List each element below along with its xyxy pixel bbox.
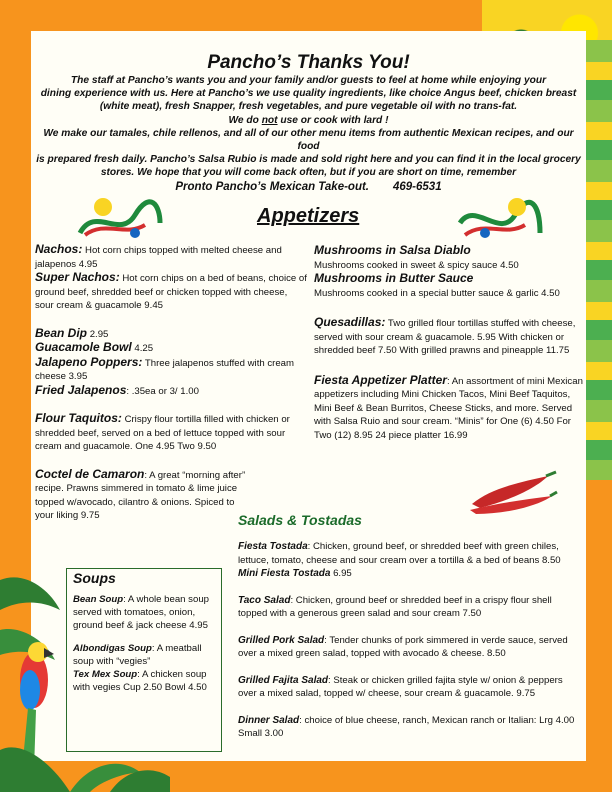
item-desc: 6.95 [330,568,352,579]
menu-item [73,668,215,694]
item-name: Mushrooms in Salsa Diablo [314,243,471,257]
item-name: Mushrooms in Butter Sauce [314,271,474,285]
takeout-line [31,181,586,194]
menu-item [73,642,215,668]
item-desc: : An assortment of mini Mexican appetizers including Mini Chicken Tacos, Mini Beef Taquitos, Mini Beef & Bean Burritos, Cheese Sticks, and more. Served with Salsa Ruio and sour cream. “Minis” for One (6) 4.50 For Two (12) 8.95 24 piece platter 16.99 [314,375,583,441]
item-name: Guacamole Bowl [35,340,132,354]
menu-item [35,243,307,271]
intro-line: is prepared fresh daily. Pancho’s Salsa Rubio is made and sold right here and you can find it in the local grocery [36,154,581,166]
intro-line: We make our tamales, chile rellenos, and all of our other menu items from authentic Mexican recipes, and our food [43,127,574,153]
ornament-left [75,195,165,243]
chili-peppers-image [466,470,558,516]
decorative-border-right [584,40,612,480]
takeout-name: Pronto Pancho’s Mexican Take-out. [175,180,369,193]
item-name: Mini Fiesta Tostada [238,568,331,579]
menu-item [35,356,307,384]
menu-item [35,468,253,523]
menu-item [35,412,307,454]
item-desc: 2.95 [89,328,109,340]
parrot-image [0,570,70,792]
item-name: Albondigas Soup [73,643,152,654]
intro-header [31,52,586,194]
item-desc: Hot corn chips topped with melted cheese and jalapenos 4.95 [35,245,282,270]
lard-post: use or cook with lard ! [277,114,389,126]
item-name: Grilled Pork Salad [238,634,325,646]
menu-item [238,714,578,741]
menu-item [73,593,215,632]
menu-item [314,272,584,300]
item-desc: : Steak or chicken grilled fajita style w/ onion & peppers over a mixed salad, topped w/ cheese, sour cream & guacamole. 9.75 [238,674,563,699]
palm-leaves-image [70,752,170,792]
item-desc: : Tender chunks of pork simmered in verde sauce, served over a mixed green salad, topped with avocado & cheese. 8.50 [238,634,568,659]
menu-item [314,316,584,358]
item-desc: Three jalapenos stuffed with cream cheese 3.95 [35,357,295,382]
lard-not: not [261,114,278,126]
menu-item [238,540,578,581]
item-desc: : A great “morning after” recipe. Prawns simmered in tomato & lime juice topped w/avocado, cilantro & onions. Spiced to your liking 9.75 [35,469,246,521]
menu-item [35,327,307,342]
item-desc: Two grilled flour tortillas stuffed with cheese, served with sour cream & guacamole. 5.95 With chicken or shredded beef 7.50 With grilled prawns and pineapple 11.75 [314,318,576,356]
item-name: Grilled Fajita Salad [238,674,329,686]
item-desc: Mushrooms cooked in sweet & spicy sauce 4.50 [314,259,519,271]
intro-line: (white meat), fresh Snapper, fresh vegetables, and pure vegetable oil with no trans-fat. [99,101,518,113]
item-name: Fiesta Tostada [238,541,308,552]
appetizers-left-column [35,243,307,532]
ornament-right [455,195,545,243]
item-desc: Mushrooms cooked in a special butter sauce & garlic 4.50 [314,287,560,299]
item-name: Fiesta Appetizer Platter [314,372,447,387]
intro-line: dining experience with us. Here at Pancho’s we use quality ingredients, like choice Angus beef, chicken breast [40,88,577,100]
lard-pre: We do [228,114,262,126]
menu-item [314,244,584,272]
item-desc: : Chicken, ground beef, or shredded beef with green chiles, lettuce, tomato, cheese and sour cream over a tortilla & a bed of beans 8.50 [238,541,561,566]
soups-title: Soups [73,570,116,586]
item-name: Fried Jalapenos [35,382,127,397]
menu-item [238,594,578,621]
item-name: Bean Soup [73,594,124,605]
page-title: Pancho’s Thanks You! [207,52,410,73]
item-desc: : Chicken, ground beef or shredded beef in a crispy flour shell topped with a generous green salad and sour cream 7.50 [238,594,552,619]
item-name: Coctel de Camaron [35,466,145,481]
item-desc: Crispy flour tortilla filled with chicken or shredded beef, served on a bed of lettuce topped with sour cream and guacamole. One 4.95 Two 9.50 [35,414,290,452]
menu-item [35,384,307,399]
item-name: Nachos: [35,242,83,256]
item-desc: : .35ea or 3/ 1.00 [126,385,199,397]
item-desc: : choice of blue cheese, ranch, Mexican ranch or Italian: Lrg 4.00 Small 3.00 [238,714,575,739]
appetizers-title: Appetizers [257,205,360,227]
item-name: Quesadillas: [314,315,386,329]
item-desc: : A meatball soup with “vegies” [73,643,202,667]
appetizers-right-column [314,244,584,451]
item-desc: 4.25 [134,343,154,354]
item-name: Taco Salad [238,594,291,606]
menu-item [314,374,584,443]
item-name: Jalapeno Poppers: [35,354,143,369]
item-name: Flour Taquitos: [35,411,122,425]
item-name: Bean Dip [35,325,88,340]
menu-item [35,271,307,313]
item-name: Super Nachos: [35,270,120,284]
salads-title: Salads & Tostadas [238,512,362,528]
item-name: Dinner Salad [238,714,300,726]
menu-item [35,341,307,356]
item-desc: : A chicken soup with vegies Cup 2.50 Bowl 4.50 [73,669,207,693]
soups-box [66,568,222,752]
item-desc: : A whole bean soup served with tomatoes, onion, ground beef & jack cheese 4.95 [73,594,209,631]
intro-line: The staff at Pancho’s wants you and your family and/or guests to feel at home while enjoying your [70,75,547,86]
phone-number: 469-6531 [393,180,442,193]
menu-item [238,634,578,661]
item-desc: Hot corn chips on a bed of beans, choice of ground beef, shredded beef or chicken topped with cheese, sour cream & guacamole 9.45 [35,273,307,311]
intro-line: stores. We hope that you will come back often, but if you are short on time, remember [100,167,517,179]
menu-item [238,674,578,701]
lard-line [31,114,586,127]
salads-section [238,540,578,754]
item-name: Tex Mex Soup [73,669,138,680]
